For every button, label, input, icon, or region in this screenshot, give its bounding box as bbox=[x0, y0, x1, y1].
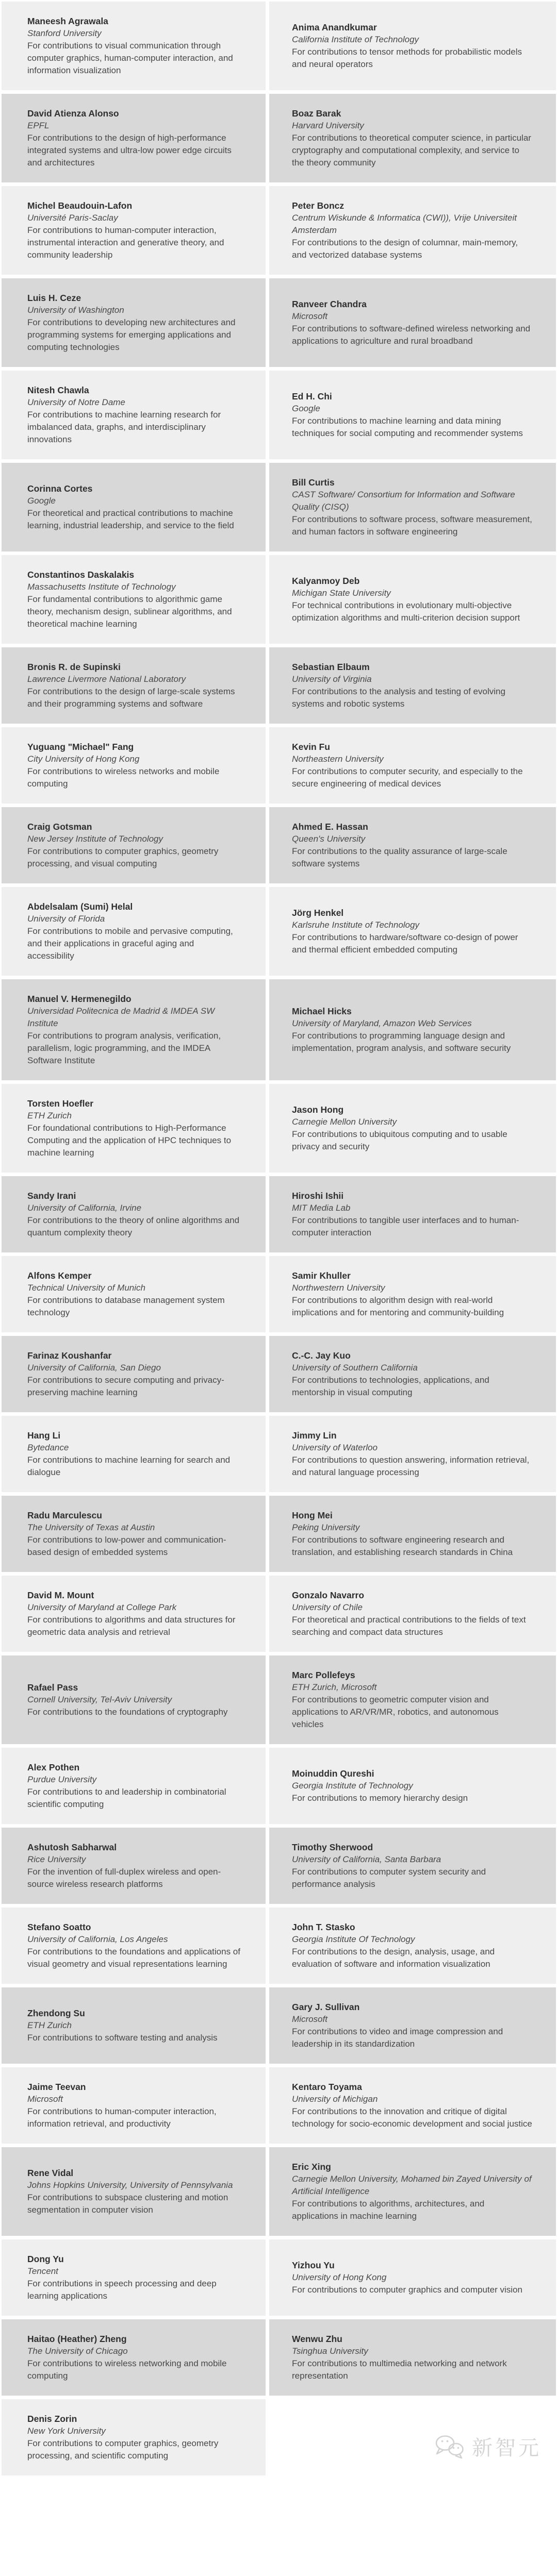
fellow-affiliation: University of California, Los Angeles bbox=[27, 1934, 168, 1944]
fellow-affiliation: Harvard University bbox=[292, 121, 364, 130]
fellow-citation: For contributions to visual communication through computer graphics, human-computer interaction, and information visualization bbox=[27, 41, 233, 75]
fellow-citation: For contributions to tensor methods for probabilistic models and neural operators bbox=[292, 47, 522, 69]
fellow-card bbox=[269, 1987, 556, 2064]
fellow-affiliation: Rice University bbox=[27, 1854, 86, 1864]
fellow-name: Jason Hong bbox=[292, 1105, 344, 1115]
fellow-affiliation: Carnegie Mellon University, Mohamed bin Zayed University of Artificial Intelligence bbox=[292, 2174, 532, 2196]
fellows-row bbox=[2, 1084, 556, 1173]
fellow-affiliation: ETH Zurich bbox=[27, 2020, 72, 2030]
fellow-name: Maneesh Agrawala bbox=[27, 16, 108, 26]
fellow-name: David Atienza Alonso bbox=[27, 108, 119, 119]
fellow-name: Alfons Kemper bbox=[27, 1270, 92, 1281]
fellow-citation: For contributions to technologies, applications, and mentorship in visual computing bbox=[292, 1375, 489, 1397]
fellow-citation: For contributions to and leadership in combinatorial scientific computing bbox=[27, 1787, 226, 1809]
fellow-affiliation: University of Maryland, Amazon Web Services bbox=[292, 1018, 472, 1028]
fellow-citation: For contributions to machine learning and data mining techniques for social computing and recommender systems bbox=[292, 416, 523, 438]
fellow-card bbox=[2, 1655, 266, 1744]
fellow-citation: For contributions to the foundations of cryptography bbox=[27, 1707, 228, 1717]
fellow-affiliation: University of Hong Kong bbox=[292, 2272, 387, 2282]
fellow-citation: For contributions to algorithms and data structures for geometric data analysis and retrieval bbox=[27, 1615, 236, 1637]
fellows-row bbox=[2, 887, 556, 976]
fellow-affiliation: Georgia Institute Of Technology bbox=[292, 1934, 415, 1944]
fellow-citation: For contributions to software-defined wireless networking and applications to agriculture and rural broadband bbox=[292, 324, 531, 346]
fellow-card bbox=[2, 1576, 266, 1652]
fellows-row bbox=[2, 2239, 556, 2316]
fellow-citation: For contributions in speech processing and deep learning applications bbox=[27, 2279, 217, 2301]
fellow-card bbox=[269, 1496, 556, 1572]
fellow-citation: For contributions to machine learning research for imbalanced data, graphs, and interdisciplinary innovations bbox=[27, 410, 221, 444]
fellow-affiliation: Google bbox=[27, 496, 56, 506]
fellow-name: Eric Xing bbox=[292, 2162, 331, 2172]
fellow-card bbox=[269, 1748, 556, 1824]
fellow-affiliation: Lawrence Livermore National Laboratory bbox=[27, 674, 186, 684]
fellow-affiliation: CAST Software/ Consortium for Information and Software Quality (CISQ) bbox=[292, 490, 515, 512]
fellow-name: Ranveer Chandra bbox=[292, 299, 367, 309]
fellow-name: Bronis R. de Supinski bbox=[27, 662, 121, 672]
fellow-citation: For contributions to software testing and analysis bbox=[27, 2033, 218, 2043]
fellows-row bbox=[2, 1336, 556, 1412]
fellow-name: Peter Boncz bbox=[292, 200, 345, 211]
fellow-affiliation: City University of Hong Kong bbox=[27, 754, 140, 764]
fellow-card bbox=[2, 1416, 266, 1492]
fellow-affiliation: University of Waterloo bbox=[292, 1443, 378, 1452]
fellow-card bbox=[2, 2239, 266, 2316]
fellow-citation: For contributions to the theory of online algorithms and quantum complexity theory bbox=[27, 1215, 240, 1237]
fellows-row bbox=[2, 1748, 556, 1824]
fellow-affiliation: University of Michigan bbox=[292, 2094, 378, 2104]
fellow-affiliation: University of Southern California bbox=[292, 1363, 418, 1373]
fellow-affiliation: Tsinghua University bbox=[292, 2346, 368, 2356]
fellow-card bbox=[2, 1908, 266, 1984]
fellow-name: Rene Vidal bbox=[27, 2168, 74, 2178]
fellow-card bbox=[2, 94, 266, 182]
fellow-name: Boaz Barak bbox=[292, 108, 341, 119]
fellow-citation: For contributions to computer graphics and computer vision bbox=[292, 2285, 522, 2295]
fellow-card bbox=[2, 1828, 266, 1904]
fellows-row bbox=[2, 94, 556, 182]
fellow-citation: For contributions to tangible user interfaces and to human-computer interaction bbox=[292, 1215, 519, 1237]
fellow-affiliation: Georgia Institute of Technology bbox=[292, 1781, 413, 1791]
fellow-affiliation: Microsoft bbox=[292, 2014, 327, 2024]
fellow-name: Abdelsalam (Sumi) Helal bbox=[27, 901, 133, 912]
fellow-name: Sandy Irani bbox=[27, 1191, 76, 1201]
fellow-citation: For contributions to software process, software measurement, and human factors in software engineering bbox=[292, 514, 532, 537]
fellow-name: Ahmed E. Hassan bbox=[292, 822, 368, 832]
fellow-citation: For contributions to the quality assurance of large-scale software systems bbox=[292, 846, 507, 868]
fellows-row bbox=[2, 1828, 556, 1904]
fellows-row bbox=[2, 1908, 556, 1984]
fellow-affiliation: University of Washington bbox=[27, 305, 124, 315]
fellow-affiliation: Technical University of Munich bbox=[27, 1283, 145, 1293]
fellow-card bbox=[2, 887, 266, 976]
fellow-citation: For contributions to ubiquitous computing and to usable privacy and security bbox=[292, 1129, 507, 1151]
fellow-card bbox=[269, 2, 556, 90]
fellows-row bbox=[2, 2147, 556, 2236]
fellow-name: Jörg Henkel bbox=[292, 908, 344, 918]
fellow-card bbox=[2, 186, 266, 275]
fellow-name: Jaime Teevan bbox=[27, 2082, 86, 2092]
fellow-affiliation: Johns Hopkins University, University of Pennsylvania bbox=[27, 2180, 233, 2190]
fellow-citation: For contributions to programming language design and implementation, program analysis, and software security bbox=[292, 1031, 511, 1053]
fellow-card bbox=[269, 2147, 556, 2236]
fellow-citation: For theoretical and practical contributions to machine learning, industrial leadership, and service to the field bbox=[27, 508, 234, 530]
fellow-citation: For contributions to secure computing and privacy-preserving machine learning bbox=[27, 1375, 224, 1397]
fellow-card bbox=[2, 1496, 266, 1572]
fellow-name: Denis Zorin bbox=[27, 2414, 77, 2424]
fellow-name: Hang Li bbox=[27, 1430, 61, 1441]
fellow-card bbox=[2, 2399, 266, 2475]
fellow-affiliation: New Jersey Institute of Technology bbox=[27, 834, 163, 844]
fellow-card bbox=[269, 727, 556, 804]
fellow-citation: For theoretical and practical contributions to the fields of text searching and compact data structures bbox=[292, 1615, 526, 1637]
fellow-affiliation: University of Notre Dame bbox=[27, 397, 125, 407]
fellows-row bbox=[2, 807, 556, 883]
fellow-name: Sebastian Elbaum bbox=[292, 662, 370, 672]
fellow-card bbox=[269, 371, 556, 459]
fellow-card bbox=[269, 1416, 556, 1492]
fellow-citation: For contributions to theoretical computer science, in particular cryptography and computational complexity, and service to the theory community bbox=[292, 133, 531, 168]
fellow-affiliation: Stanford University bbox=[27, 28, 102, 38]
fellow-citation: For contributions to subspace clustering and motion segmentation in computer vision bbox=[27, 2193, 228, 2215]
fellow-affiliation: Bytedance bbox=[27, 1443, 69, 1452]
fellows-row bbox=[2, 186, 556, 275]
fellow-name: Wenwu Zhu bbox=[292, 2334, 342, 2344]
fellow-name: Gary J. Sullivan bbox=[292, 2002, 360, 2012]
fellow-affiliation: Microsoft bbox=[292, 311, 327, 321]
fellow-card bbox=[2, 1748, 266, 1824]
fellow-affiliation: New York University bbox=[27, 2426, 106, 2436]
fellow-name: Jimmy Lin bbox=[292, 1430, 337, 1441]
fellow-affiliation: University of Florida bbox=[27, 914, 105, 924]
fellow-affiliation: University of California, Irvine bbox=[27, 1203, 142, 1213]
fellow-citation: For contributions to multimedia networking and network representation bbox=[292, 2358, 507, 2381]
fellow-citation: For contributions to memory hierarchy design bbox=[292, 1793, 468, 1803]
fellow-citation: For contributions to algorithm design with real-world implications and for mentoring and community-building bbox=[292, 1295, 504, 1317]
fellows-row bbox=[2, 1176, 556, 1252]
fellow-card bbox=[269, 1256, 556, 1332]
fellow-name: Stefano Soatto bbox=[27, 1922, 91, 1932]
fellow-name: Hiroshi Ishii bbox=[292, 1191, 344, 1201]
watermark bbox=[433, 2432, 542, 2461]
fellow-card bbox=[2, 1176, 266, 1252]
fellow-card bbox=[2, 463, 266, 551]
fellows-row bbox=[2, 1576, 556, 1652]
fellow-name: David M. Mount bbox=[27, 1590, 94, 1600]
fellow-name: Yizhou Yu bbox=[292, 2260, 335, 2270]
fellow-card bbox=[269, 979, 556, 1080]
fellow-name: Kentaro Toyama bbox=[292, 2082, 362, 2092]
fellow-name: Kevin Fu bbox=[292, 742, 330, 752]
fellow-card bbox=[269, 1908, 556, 1984]
fellow-name: Alex Pothen bbox=[27, 1762, 80, 1772]
fellow-affiliation: Carnegie Mellon University bbox=[292, 1117, 397, 1127]
fellow-card bbox=[269, 186, 556, 275]
fellow-name: Luis H. Ceze bbox=[27, 293, 81, 303]
fellow-affiliation: California Institute of Technology bbox=[292, 35, 419, 44]
fellow-card bbox=[2, 647, 266, 724]
fellow-name: Yuguang "Michael" Fang bbox=[27, 742, 134, 752]
fellow-card bbox=[2, 1987, 266, 2064]
fellow-citation: For contributions to video and image compression and leadership in its standardization bbox=[292, 2027, 503, 2049]
fellow-citation: For contributions to the foundations and applications of visual geometry and visual representations learning bbox=[27, 1947, 240, 1969]
fellow-name: Nitesh Chawla bbox=[27, 385, 89, 395]
fellow-affiliation: Michigan State University bbox=[292, 588, 391, 598]
fellow-citation: For contributions to the design, analysis, usage, and evaluation of software and information visualization bbox=[292, 1947, 495, 1969]
fellow-citation: For contributions to computer graphics, geometry processing, and visual computing bbox=[27, 846, 219, 868]
watermark-text: 新智元 bbox=[472, 2437, 542, 2460]
fellow-citation: For the invention of full-duplex wireless and open-source wireless research platforms bbox=[27, 1867, 221, 1889]
fellow-card bbox=[269, 2319, 556, 2396]
fellow-card bbox=[2, 1256, 266, 1332]
fellow-citation: For contributions to wireless networking and mobile computing bbox=[27, 2358, 227, 2381]
fellow-citation: For contributions to mobile and pervasive computing, and their applications in graceful aging and accessibility bbox=[27, 926, 233, 961]
fellow-affiliation: Université Paris-Saclay bbox=[27, 213, 118, 223]
fellow-name: Craig Gotsman bbox=[27, 822, 92, 832]
fellow-name: Rafael Pass bbox=[27, 1682, 78, 1693]
fellow-citation: For contributions to human-computer interaction, instrumental interaction and generative theory, and community leadership bbox=[27, 225, 224, 260]
fellow-affiliation: Google bbox=[292, 404, 320, 413]
fellow-name: Ed H. Chi bbox=[292, 391, 332, 402]
fellow-citation: For contributions to computer graphics, geometry processing, and scientific computing bbox=[27, 2438, 219, 2461]
fellows-row bbox=[2, 555, 556, 644]
fellow-citation: For contributions to low-power and communication-based design of embedded systems bbox=[27, 1535, 226, 1557]
fellow-affiliation: Tencent bbox=[27, 2266, 58, 2276]
fellow-affiliation: MIT Media Lab bbox=[292, 1203, 351, 1213]
fellow-affiliation: University of Maryland at College Park bbox=[27, 1602, 177, 1612]
fellows-grid bbox=[0, 2, 557, 2475]
fellow-affiliation: University of Virginia bbox=[292, 674, 372, 684]
fellow-name: Dong Yu bbox=[27, 2254, 64, 2264]
fellows-row bbox=[2, 2, 556, 90]
fellow-affiliation: Northwestern University bbox=[292, 1283, 385, 1293]
fellow-citation: For contributions to program analysis, verification, parallelism, logic programming, and the IMDEA Software Institute bbox=[27, 1031, 221, 1065]
fellows-row bbox=[2, 1987, 556, 2064]
fellow-name: Moinuddin Qureshi bbox=[292, 1768, 374, 1779]
fellow-card bbox=[2, 2, 266, 90]
fellow-name: C.-C. Jay Kuo bbox=[292, 1350, 351, 1361]
fellow-citation: For contributions to geometric computer vision and applications to AR/VR/MR, robotics, and autonomous vehicles bbox=[292, 1695, 499, 1729]
fellow-card bbox=[269, 1828, 556, 1904]
fellow-name: Haitao (Heather) Zheng bbox=[27, 2334, 127, 2344]
fellow-card bbox=[2, 1084, 266, 1173]
fellow-name: Ashutosh Sabharwal bbox=[27, 1842, 117, 1852]
fellow-card bbox=[2, 2067, 266, 2144]
fellow-affiliation: University of Chile bbox=[292, 1602, 363, 1612]
fellows-row bbox=[2, 371, 556, 459]
fellow-card bbox=[2, 2147, 266, 2236]
fellow-citation: For contributions to algorithms, architectures, and applications in machine learning bbox=[292, 2199, 485, 2221]
fellow-affiliation: Queen's University bbox=[292, 834, 366, 844]
fellow-card bbox=[2, 1336, 266, 1412]
fellows-row bbox=[2, 647, 556, 724]
fellow-card bbox=[269, 555, 556, 644]
fellow-name: Gonzalo Navarro bbox=[292, 1590, 365, 1600]
fellow-affiliation: ETH Zurich, Microsoft bbox=[292, 1682, 377, 1692]
fellow-affiliation: Peking University bbox=[292, 1523, 360, 1532]
fellow-name: Marc Pollefeys bbox=[292, 1670, 355, 1680]
fellow-citation: For technical contributions in evolutionary multi-objective optimization algorithms and multi-criterion decision support bbox=[292, 600, 520, 623]
fellow-citation: For contributions to software engineering research and translation, and establishing research standards in China bbox=[292, 1535, 513, 1557]
fellows-row bbox=[2, 1496, 556, 1572]
fellow-name: Corinna Cortes bbox=[27, 483, 93, 494]
fellow-card bbox=[269, 2239, 556, 2316]
fellow-citation: For contributions to computer security, and especially to the secure engineering of medical devices bbox=[292, 766, 523, 789]
fellow-card bbox=[269, 1655, 556, 1744]
fellow-card bbox=[269, 807, 556, 883]
fellow-citation: For fundamental contributions to algorithmic game theory, mechanism design, sublinear algorithms, and theoretical machine learning bbox=[27, 594, 232, 629]
wechat-bubbles-icon bbox=[433, 2433, 467, 2460]
fellow-affiliation: The University of Chicago bbox=[27, 2346, 128, 2356]
fellows-row bbox=[2, 463, 556, 551]
fellow-name: Anima Anandkumar bbox=[292, 22, 377, 32]
fellow-affiliation: Cornell University, Tel-Aviv University bbox=[27, 1695, 172, 1704]
fellows-row bbox=[2, 2319, 556, 2396]
fellow-citation: For contributions to developing new architectures and programming systems for emerging applications and computing technologies bbox=[27, 317, 236, 352]
fellows-row bbox=[2, 278, 556, 367]
fellow-affiliation: Purdue University bbox=[27, 1775, 97, 1784]
fellow-card bbox=[269, 1084, 556, 1173]
fellow-citation: For contributions to the analysis and testing of evolving systems and robotic systems bbox=[292, 687, 505, 709]
fellows-row bbox=[2, 1256, 556, 1332]
fellow-name: Bill Curtis bbox=[292, 477, 335, 488]
fellow-name: Samir Khuller bbox=[292, 1270, 351, 1281]
fellow-name: Farinaz Koushanfar bbox=[27, 1350, 112, 1361]
fellow-name: Radu Marculescu bbox=[27, 1510, 102, 1520]
fellow-affiliation: Microsoft bbox=[27, 2094, 63, 2104]
fellow-card bbox=[269, 647, 556, 724]
fellow-affiliation: The University of Texas at Austin bbox=[27, 1523, 155, 1532]
fellow-citation: For contributions to hardware/software co-design of power and thermal efficient embedded computing bbox=[292, 932, 518, 955]
fellow-card bbox=[2, 727, 266, 804]
fellow-card bbox=[269, 1176, 556, 1252]
fellow-card bbox=[2, 807, 266, 883]
fellow-citation: For contributions to the design of columnar, main-memory, and vectorized database systems bbox=[292, 238, 518, 260]
fellow-citation: For contributions to the design of large-scale systems and their programming systems and software bbox=[27, 687, 235, 709]
fellows-row bbox=[2, 1416, 556, 1492]
fellow-card bbox=[269, 463, 556, 551]
fellow-affiliation: University of California, Santa Barbara bbox=[292, 1854, 441, 1864]
fellow-name: Constantinos Daskalakis bbox=[27, 570, 135, 580]
fellow-citation: For contributions to question answering, information retrieval, and natural language processing bbox=[292, 1455, 530, 1477]
fellows-row bbox=[2, 2067, 556, 2144]
fellow-citation: For contributions to database management system technology bbox=[27, 1295, 225, 1317]
fellow-card bbox=[2, 979, 266, 1080]
fellow-name: Michel Beaudouin-Lafon bbox=[27, 200, 133, 211]
fellows-row bbox=[2, 727, 556, 804]
fellow-card bbox=[269, 1576, 556, 1652]
fellow-citation: For contributions to the design of high-performance integrated systems and ultra-low power edge circuits and architectures bbox=[27, 133, 232, 168]
fellow-citation: For contributions to human-computer interaction, information retrieval, and productivity bbox=[27, 2106, 217, 2129]
fellow-affiliation: Karlsruhe Institute of Technology bbox=[292, 920, 419, 930]
fellow-citation: For contributions to wireless networks and mobile computing bbox=[27, 766, 220, 789]
fellow-name: Timothy Sherwood bbox=[292, 1842, 373, 1852]
fellow-card bbox=[269, 1336, 556, 1412]
fellow-card bbox=[2, 278, 266, 367]
fellow-card bbox=[2, 371, 266, 459]
fellow-name: Torsten Hoefler bbox=[27, 1098, 94, 1109]
fellow-card bbox=[269, 94, 556, 182]
fellow-card bbox=[269, 887, 556, 976]
fellow-affiliation: Universidad Politecnica de Madrid & IMDEA SW Institute bbox=[27, 1006, 215, 1028]
fellow-name: John T. Stasko bbox=[292, 1922, 355, 1932]
fellow-name: Michael Hicks bbox=[292, 1006, 352, 1016]
fellows-row bbox=[2, 1655, 556, 1744]
fellow-citation: For foundational contributions to High-Performance Computing and the application of HPC techniques to machine learning bbox=[27, 1123, 232, 1158]
fellow-affiliation: ETH Zurich bbox=[27, 1111, 72, 1120]
fellow-affiliation: Centrum Wiskunde & Informatica (CWI)), Vrije Universiteit Amsterdam bbox=[292, 213, 517, 235]
fellow-citation: For contributions to computer system security and performance analysis bbox=[292, 1867, 486, 1889]
fellow-affiliation: Northeastern University bbox=[292, 754, 384, 764]
fellow-card bbox=[269, 278, 556, 367]
fellow-card bbox=[269, 2067, 556, 2144]
fellow-affiliation: Massachusetts Institute of Technology bbox=[27, 582, 176, 592]
fellow-card bbox=[2, 2319, 266, 2396]
fellow-citation: For contributions to machine learning for search and dialogue bbox=[27, 1455, 231, 1477]
fellow-citation: For contributions to the innovation and critique of digital technology for socio-economic development and social justice bbox=[292, 2106, 532, 2129]
fellow-name: Zhendong Su bbox=[27, 2008, 85, 2018]
fellow-name: Hong Mei bbox=[292, 1510, 333, 1520]
fellow-affiliation: University of California, San Diego bbox=[27, 1363, 161, 1373]
fellow-card bbox=[2, 555, 266, 644]
fellow-name: Kalyanmoy Deb bbox=[292, 576, 360, 586]
fellows-row bbox=[2, 979, 556, 1080]
fellow-affiliation: EPFL bbox=[27, 121, 50, 130]
fellow-name: Manuel V. Hermenegildo bbox=[27, 994, 132, 1004]
